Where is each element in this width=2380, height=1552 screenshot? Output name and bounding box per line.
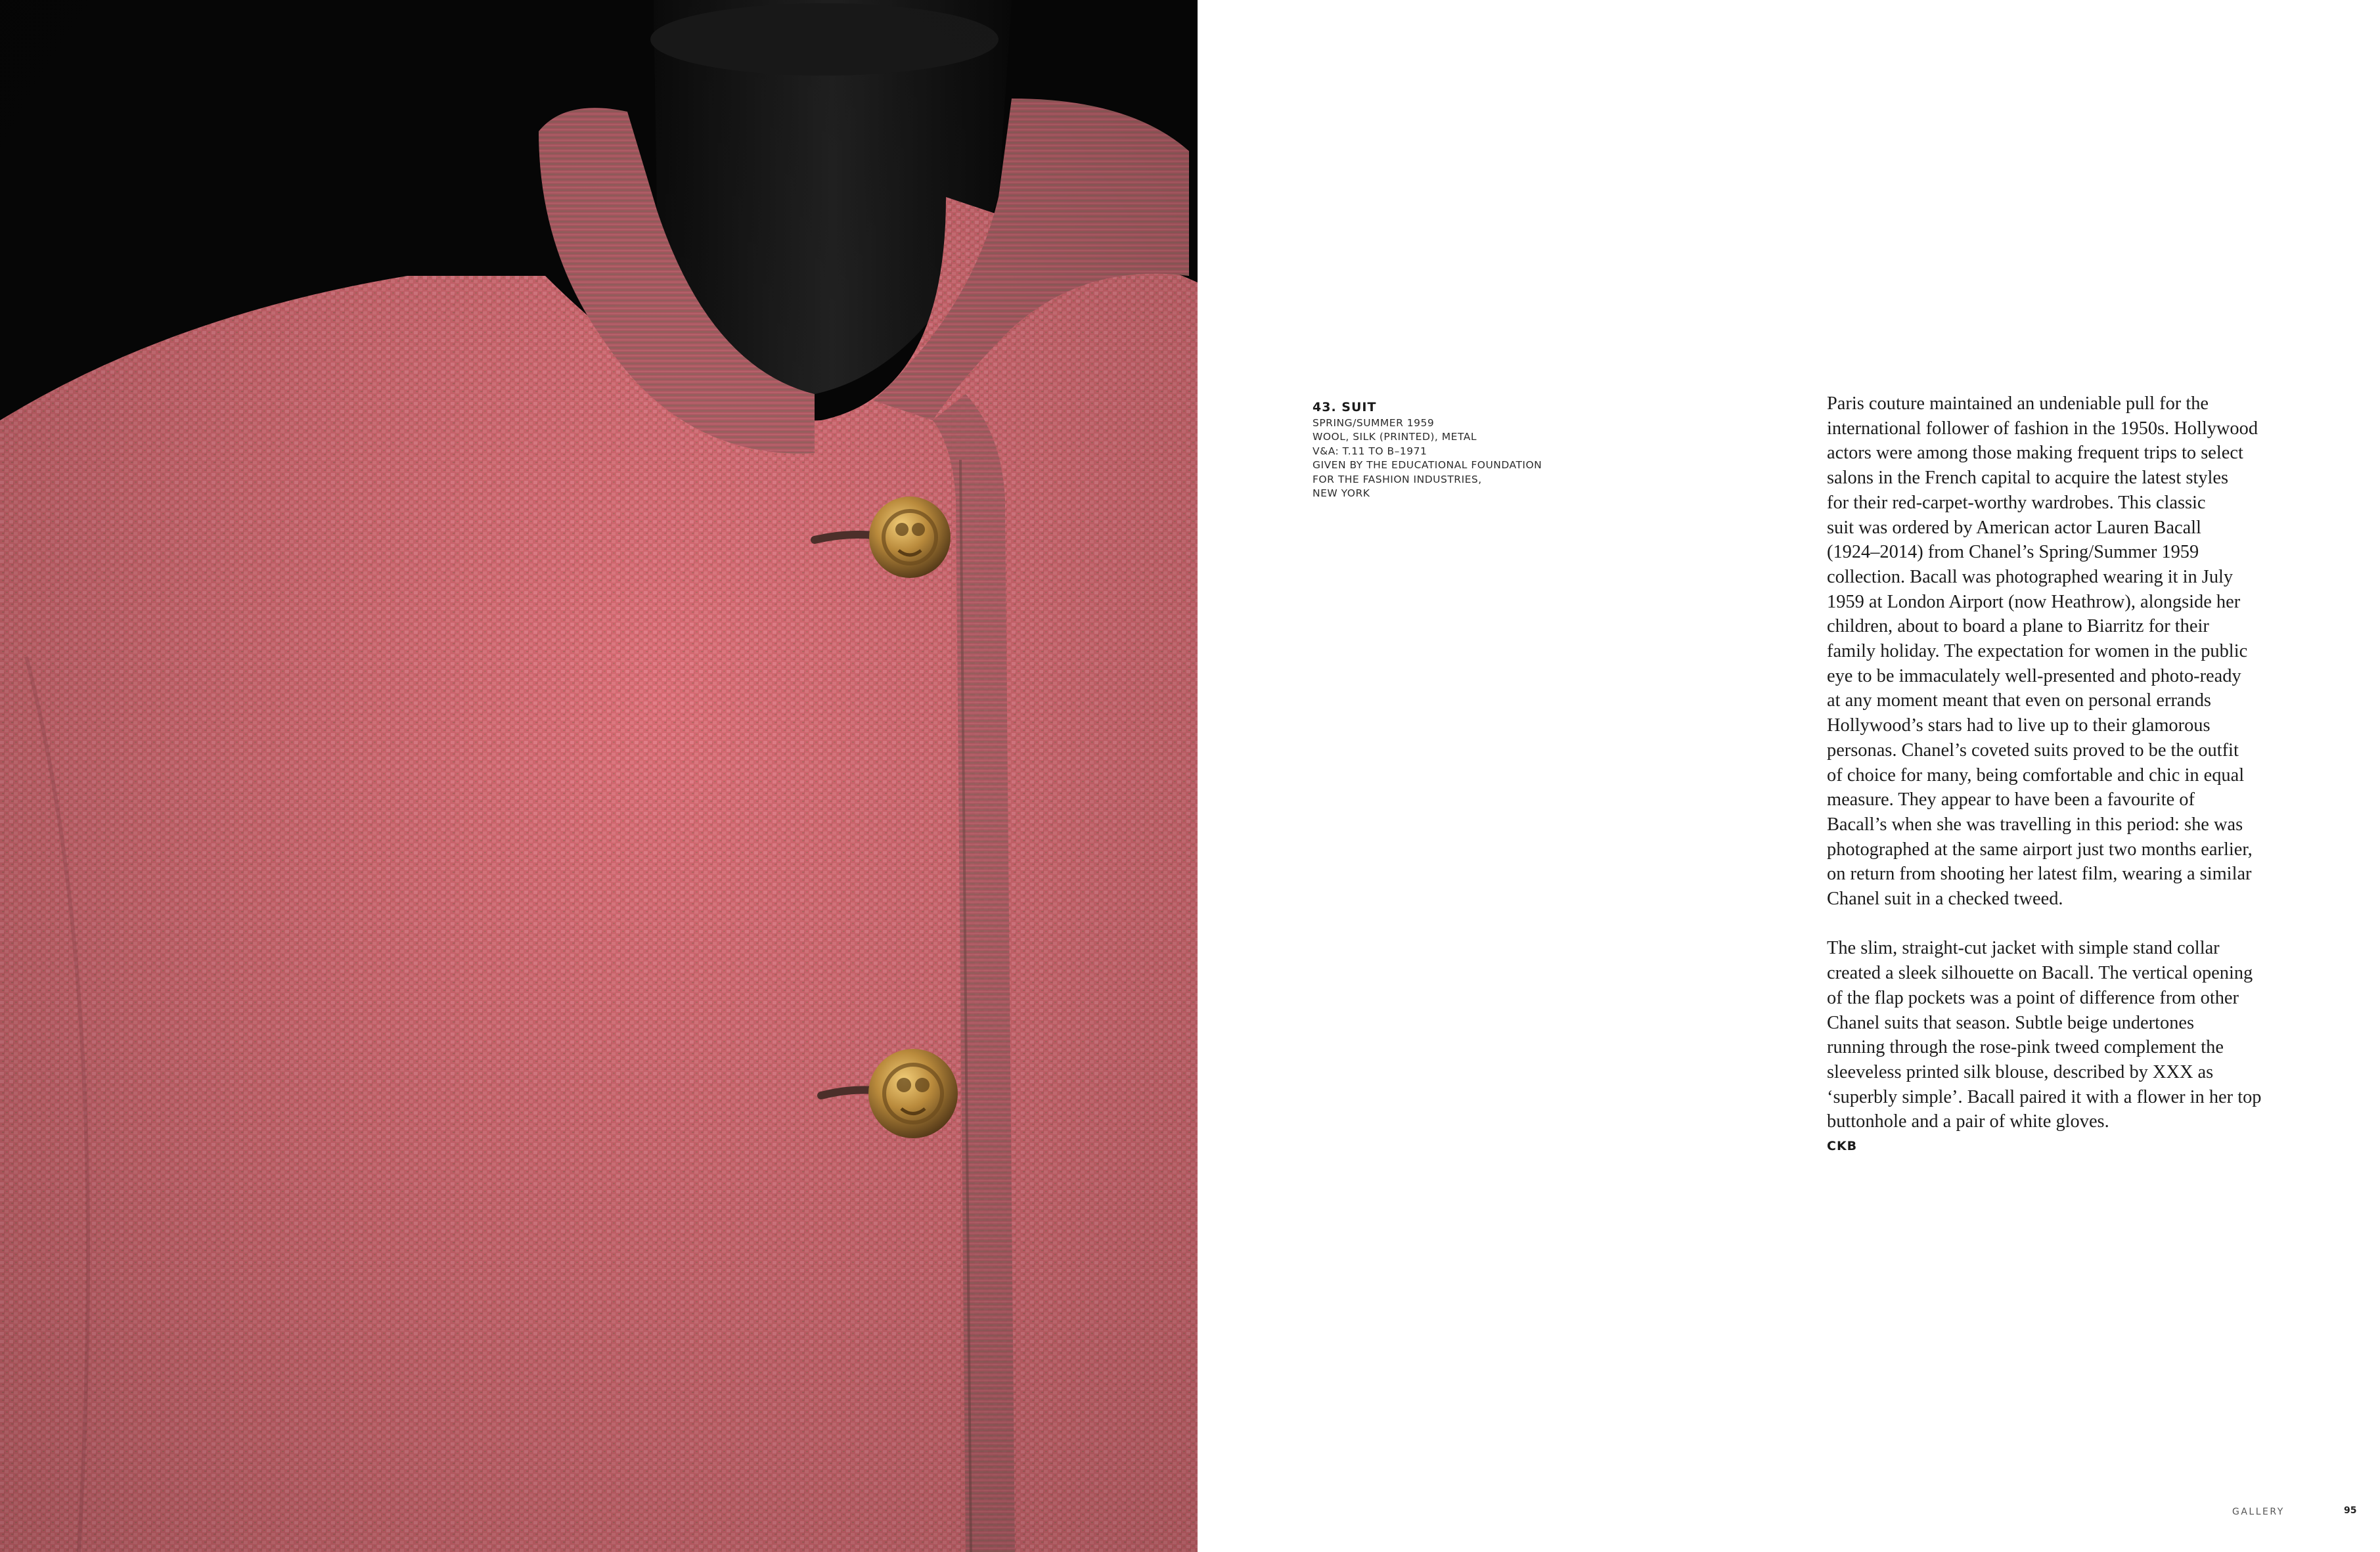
essay-line: salons in the French capital to acquire the latest styles <box>1827 468 2229 489</box>
essay-line: personas. Chanel’s coveted suits proved to be the outfit <box>1827 740 2239 761</box>
essay-line: at any moment meant that even on personal errands <box>1827 690 2211 711</box>
essay-line: sleeveless printed silk blouse, described by XXX as <box>1827 1061 2214 1082</box>
essay-paragraph-2 <box>1827 936 2280 1134</box>
essay-line: children, about to board a plane to Biarritz for their <box>1827 616 2209 637</box>
caption-credit-line-1: GIVEN BY THE EDUCATIONAL FOUNDATION <box>1313 459 1542 472</box>
essay-line: The slim, straight-cut jacket with simple stand collar <box>1827 938 2220 959</box>
object-caption <box>1313 399 1621 500</box>
essay-line: Paris couture maintained an undeniable pull for the <box>1827 393 2209 414</box>
essay-line: of the flap pockets was a point of difference from other <box>1827 987 2239 1008</box>
essay-line: Hollywood’s stars had to live up to their glamorous <box>1827 715 2211 736</box>
lion-button-bottom <box>868 1049 958 1138</box>
essay-line: (1924–2014) from Chanel’s Spring/Summer 1959 <box>1827 542 2199 563</box>
running-footer-section: GALLERY <box>2232 1507 2285 1517</box>
essay-line: Bacall’s when she was travelling in this period: she was <box>1827 814 2243 835</box>
essay-line: for their red-carpet-worthy wardrobes. This classic <box>1827 492 2206 513</box>
caption-credit-line-3: NEW YORK <box>1313 487 1370 500</box>
essay-text <box>1827 391 2280 1154</box>
essay-line: of choice for many, being comfortable and chic in equal <box>1827 765 2245 786</box>
essay-line: eye to be immaculately well-presented and photo-ready <box>1827 665 2241 686</box>
essay-line: international follower of fashion in the 1950s. Hollywood <box>1827 418 2258 439</box>
essay-line: ‘superbly simple’. Bacall paired it with a flower in her top <box>1827 1086 2262 1107</box>
essay-paragraph-1 <box>1827 391 2280 912</box>
essay-line: suit was ordered by American actor Lauren Bacall <box>1827 517 2201 538</box>
author-initials: CKB <box>1827 1139 1858 1154</box>
page-number: 95 <box>2344 1505 2357 1516</box>
essay-line: running through the rose-pink tweed complement the <box>1827 1037 2224 1058</box>
lion-button-top <box>869 497 951 578</box>
essay-line: Chanel suits that season. Subtle beige undertones <box>1827 1012 2195 1033</box>
essay-line: created a sleek silhouette on Bacall. The vertical opening <box>1827 963 2253 984</box>
essay-line: actors were among those making frequent trips to select <box>1827 443 2243 464</box>
caption-museum-number: V&A: T.11 TO B–1971 <box>1313 445 1427 457</box>
essay-line: buttonhole and a pair of white gloves. <box>1827 1111 2109 1132</box>
caption-materials: WOOL, SILK (PRINTED), METAL <box>1313 431 1477 443</box>
caption-title: 43. SUIT <box>1313 400 1377 414</box>
essay-line: Chanel suit in a checked tweed. <box>1827 889 2063 910</box>
essay-line: photographed at the same airport just two months earlier, <box>1827 839 2253 860</box>
caption-date: SPRING/SUMMER 1959 <box>1313 417 1435 429</box>
essay-line: on return from shooting her latest film, wearing a similar <box>1827 864 2252 885</box>
paragraph-spacer <box>1827 912 2280 937</box>
essay-line: 1959 at London Airport (now Heathrow), alongside her <box>1827 591 2241 612</box>
essay-line: family holiday. The expectation for women in the public <box>1827 641 2248 662</box>
caption-credit-line-2: FOR THE FASHION INDUSTRIES, <box>1313 473 1482 485</box>
essay-line: measure. They appear to have been a favourite of <box>1827 789 2195 810</box>
essay-line: collection. Bacall was photographed wearing it in July <box>1827 566 2234 587</box>
